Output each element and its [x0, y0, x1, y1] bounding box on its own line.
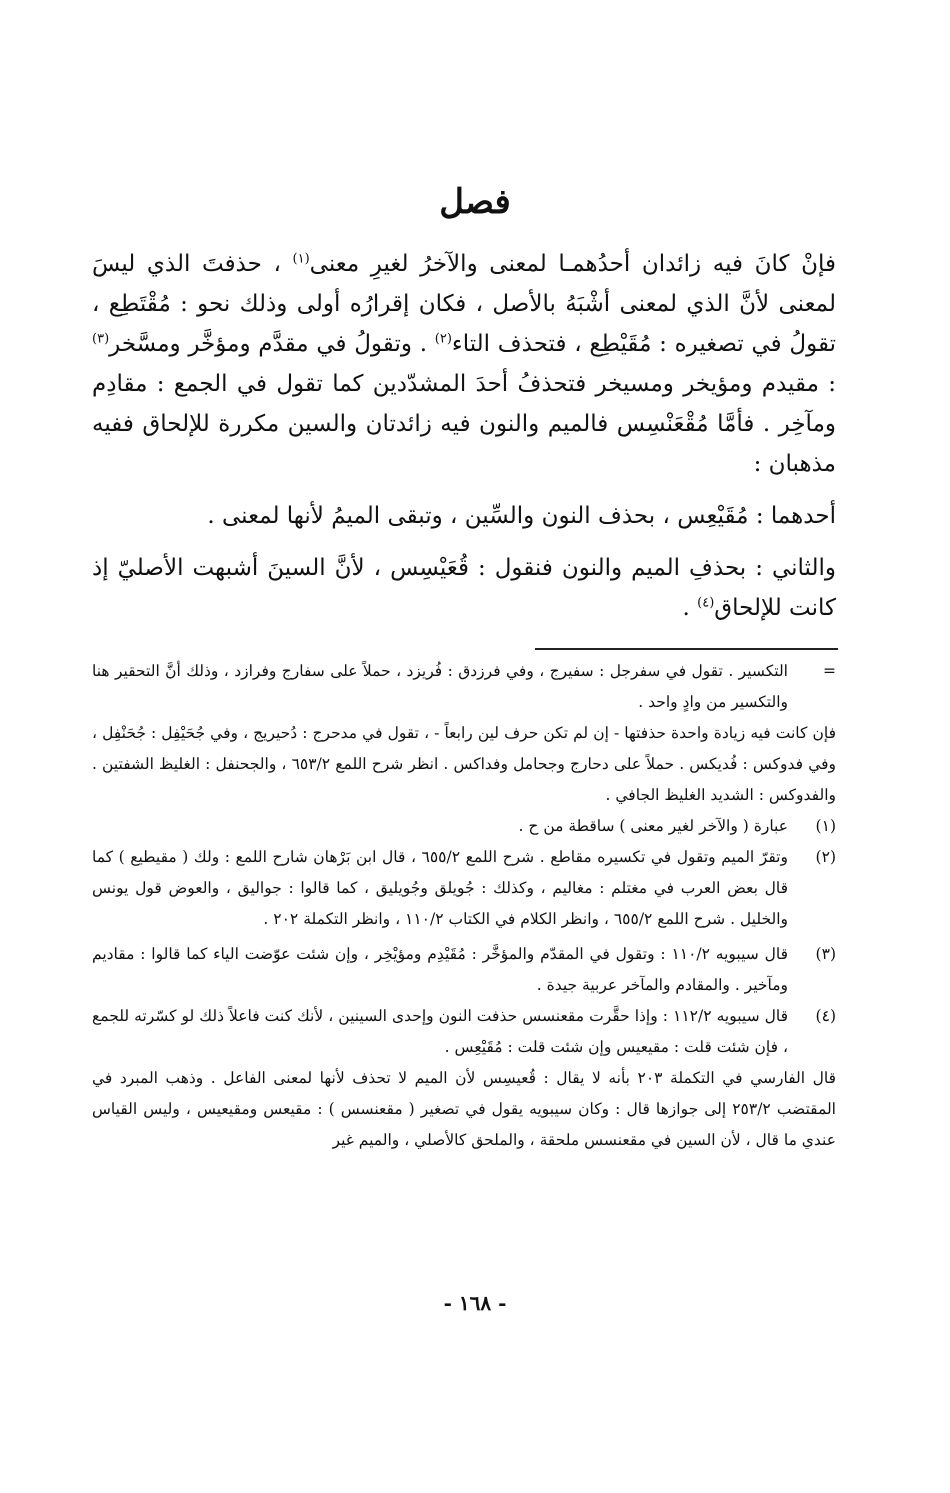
footnote-number: (٣)	[815, 945, 836, 963]
footnote-ref-4[interactable]: (٤)	[697, 595, 715, 611]
continuation-marker: =	[823, 662, 836, 680]
footnote-3: (٣) قال سيبويه ١١٠/٢ : وتقول في المقدّم والمؤخَّر : مُقَيْدِم ومؤيْخِر ، وإن شئت عوّضت الياء كما قالوا : مقاديم ومآخير . والمقادم والمآخر عربية جيدة .	[92, 939, 836, 1001]
footnotes	[92, 656, 836, 1156]
footnote-ref-2[interactable]: (٢)	[434, 331, 452, 347]
footnote-continuation-extra: فإن كانت فيه زيادة واحدة حذفتها - إن لم تكن حرف لين رابعاً - ، تقول في مدحرج : دُحيريج ، وفي جُحَيْفِل : جُحَنْفِل ، وفي فدوكس : فُديكس . حملاً على دحارج وجحامل وفداكس . انظر شرح اللمع ٦٥٣/٢ ، والجحنفل : الغليظ الشفتين . والفدوكس : الشديد الغليظ الجافي .	[92, 724, 837, 804]
footnote-number: (٢)	[815, 848, 836, 866]
main-text	[92, 244, 836, 628]
footnote-2: (٢) وتقرّ الميم وتقول في تكسيره مقاطع . شرح اللمع ٦٥٥/٢ ، قال ابن بَرْهان شارح اللمع : ولك ( مقيطيع ) كما قال بعض العرب في مغتلم : مغاليم ، وكذلك : جُويلق وجُويليق ، كما قالوا : جواليق ، والعوض قول يونس والخليل . شرح اللمع ٦٥٥/٢ ، وانظر الكلام في الكتاب ١١٠/٢ ، وانظر التكملة ٢٠٢ .	[92, 842, 836, 935]
footnote-number: (١)	[815, 817, 836, 835]
paragraph-1: فإنْ كانَ فيه زائدان أحدُهمـا لمعنى والآخرُ لغيرِ معنى$^{(١)}$ ، حذفتَ الذي ليسَ لمعنى لأنَّ الذي لمعنى أشْبَهُ بالأصل ، فكان إقرارُه أولى وذلك نحو : مُقْتَطِع ، تقولُ في تصغيره : مُقَيْطِع ، فتحذف التاء$^{(٢)}$ . وتقولُ في مقدَّم ومؤخَّر ومسَّخر$^{(٣)}$ : مقيدم ومؤيخر ومسيخر فتحذفُ أحدَ المشدّدين كما تقول في الجمع : مقادِم ومآخِر . فأمَّا مُقْعَنْسِس فالميم والنون فيه زائدتان والسين مكررة للإلحاق ففيه مذهبان :	[92, 251, 836, 477]
footnote-4: (٤) قال سيبويه ١١٢/٢ : وإذا حقَّرت مقعنسس حذفت النون وإحدى السينين ، لأنك كنت فاعلاً ذلك لو كسّرته للجمع ، فإن شئت قلت : مقيعيس وإن شئت قلت : مُقَيْعِس .	[92, 1001, 836, 1063]
paragraph-2: أحدهما : مُقَيْعِس ، بحذف النون والسِّين ، وتبقى الميمُ لأنها لمعنى .	[207, 503, 836, 529]
paragraph-3: والثاني : بحذفِ الميم والنون فنقول : قُعَيْسِس ، لأنَّ السينَ أشبهت الأصليّ إذ كانت للإلحاق$^{(٤)}$ .	[92, 555, 836, 621]
footnote-continuation: = التكسير . تقول في سفرجل : سفيرج ، وفي فرزدق : فُريزد ، حملاً على سفارج وفرازد ، وذلك أنَّ التحقير هنا والتكسير من وادٍ واحد .	[92, 656, 836, 718]
footnote-4-continued: قال الفارسي في التكملة ٢٠٣ بأنه لا يقال : قُعيسِس لأن الميم لا تحذف لأنها لمعنى الفاعل . وذهب المبرد في المقتضب ٢٥٣/٢ إلى جوازها قال : وكان سيبويه يقول في تصغير ( مقعنسس ) : مقيعس ومقيعيس ، وليس القياس عندي ما قال ، لأن السين في مقعنسس ملحقة ، والملحق كالأصلي ، والميم غير	[92, 1069, 836, 1149]
footnote-ref-3[interactable]: (٣)	[92, 331, 110, 347]
page-number: - ١٦٨ -	[443, 1291, 507, 1315]
section-heading: فصل	[439, 182, 511, 222]
footnote-divider	[535, 648, 838, 650]
footnote-number: (٤)	[815, 1007, 836, 1025]
footnote-1: (١) عبارة ( والآخر لغير معنى ) ساقطة من ح .	[92, 811, 836, 842]
footnote-ref-1[interactable]: (١)	[292, 251, 310, 267]
